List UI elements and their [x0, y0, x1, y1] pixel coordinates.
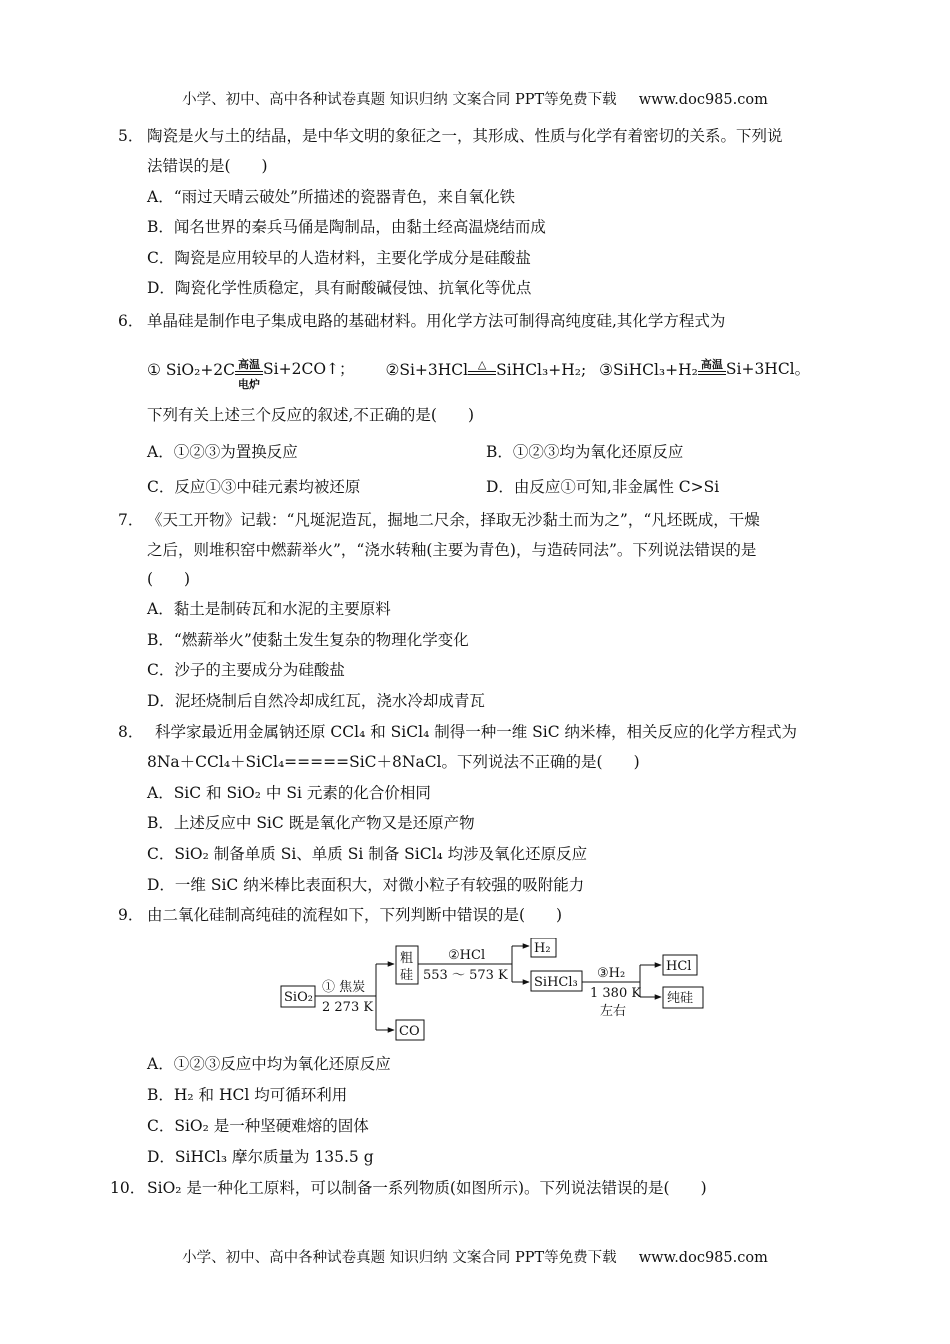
q6-option-b: B．①②③均为氧化还原反应: [486, 443, 684, 461]
flow-sio2: SiO₂: [284, 990, 313, 1005]
q7-stem-line1: 《天工开物》记载：“凡埏泥造瓦，掘地二尺余，择取无沙黏土而为之”，“凡坯既成，干燥: [147, 511, 760, 529]
q7-stem-line2: 之后，则堆积窑中燃薪举火”，“浇水转釉(主要为青色)，与造砖同法”。下列说法错误的是: [147, 541, 757, 559]
q6-stem-line1: 单晶硅是制作电子集成电路的基础材料。用化学方法可制得高纯度硅,其化学方程式为: [147, 312, 726, 330]
q5-number: 5．: [118, 127, 144, 145]
q8-number: 8．: [118, 723, 144, 741]
eq2-right: SiHCl₃+H₂;: [496, 361, 587, 379]
flow-pure: 纯硅: [667, 991, 694, 1006]
q7-option-a: A．黏土是制砖瓦和水泥的主要原料: [147, 600, 391, 618]
eq1-cond-bottom: 电炉: [238, 378, 261, 391]
q5-option-c: C．陶瓷是应用较早的人造材料，主要化学成分是硅酸盐: [147, 249, 531, 267]
eq1-left: ① SiO₂+2C: [147, 361, 236, 379]
flow-step1-bottom: 2 273 K: [322, 1000, 374, 1015]
q7-option-d: D．泥坯烧制后自然冷却成红瓦，浇水冷却成青瓦: [147, 692, 485, 710]
q9-option-c: C．SiO₂ 是一种坚硬难熔的固体: [147, 1117, 369, 1135]
eq3-right: Si+3HCl。: [725, 360, 811, 378]
footer-url[interactable]: www.doc985.com: [638, 1250, 768, 1266]
q9-stem-line1: 由二氧化硅制高纯硅的流程如下，下列判断中错误的是( ): [147, 906, 563, 924]
q9-option-b: B．H₂ 和 HCl 均可循环利用: [147, 1086, 348, 1104]
q8-stem-line1: 科学家最近用金属钠还原 CCl₄ 和 SiCl₄ 制得一种一维 SiC 纳米棒，相关反应的化学方程式为: [155, 723, 797, 741]
eq2-condition: [468, 359, 496, 379]
eq3-cond-top: 高温: [700, 358, 723, 371]
flow-step2-bottom: 553 ～ 573 K: [423, 968, 508, 983]
q6-option-c: C．反应①③中硅元素均被还原: [147, 478, 361, 496]
q7-stem-line3: ( ): [147, 570, 191, 588]
flow-step2-top: ②HCl: [448, 948, 486, 963]
q8-stem-line2: 8Na＋CCl₄＋SiCl₄=====SiC＋8NaCl。下列说法不正确的是( ): [147, 753, 640, 771]
q7-number: 7．: [118, 511, 144, 529]
eq2-left: ②Si+3HCl: [385, 361, 469, 379]
page-header: [0, 88, 950, 109]
q5-option-a: A．“雨过天晴云破处”所描述的瓷器青色，来自氧化铁: [147, 188, 516, 206]
q9-option-d: D．SiHCl₃ 摩尔质量为 135.5 g: [147, 1148, 374, 1166]
header-url[interactable]: www.doc985.com: [638, 92, 768, 108]
q7-option-c: C．沙子的主要成分为硅酸盐: [147, 661, 345, 679]
header-text: 小学、初中、高中各种试卷真题 知识归纳 文案合同 PPT等免费下载: [182, 92, 617, 108]
q5-stem-line2: 法错误的是( ): [147, 157, 268, 175]
eq1-right: Si+2CO↑；: [263, 360, 355, 378]
eq3-left: ③SiHCl₃+H₂: [599, 361, 698, 379]
q8-option-d: D．一维 SiC 纳米棒比表面积大，对微小粒子有较强的吸附能力: [147, 876, 585, 894]
q5-stem-line1: 陶瓷是火与土的结晶，是中华文明的象征之一，其形成、性质与化学有着密切的关系。下列说: [147, 127, 783, 145]
flow-step3-top: ③H₂: [597, 966, 626, 981]
q9-flow-diagram: [270, 938, 720, 1048]
q5-option-d: D．陶瓷化学性质稳定，具有耐酸碱侵蚀、抗氧化等优点: [147, 279, 532, 297]
eq2-cond-top: △: [477, 358, 487, 371]
flow-crude-1: 粗: [400, 951, 414, 966]
q6-equations: [147, 357, 811, 391]
footer-text: 小学、初中、高中各种试卷真题 知识归纳 文案合同 PPT等免费下载: [182, 1250, 617, 1266]
q5-option-b: B．闻名世界的秦兵马俑是陶制品，由黏土经高温烧结而成: [147, 218, 546, 236]
q6-option-d: D．由反应①可知,非金属性 C>Si: [486, 478, 720, 496]
flow-hcl: HCl: [666, 959, 692, 974]
flow-step3-bottom2: 左右: [600, 1004, 627, 1019]
flow-step3-bottom: 1 380 K: [590, 986, 642, 1001]
flow-h2: H₂: [534, 941, 551, 956]
q10-number: 10．: [110, 1179, 146, 1197]
q9-number: 9．: [118, 906, 144, 924]
q8-option-c: C．SiO₂ 制备单质 Si、单质 Si 制备 SiCl₄ 均涉及氧化还原反应: [147, 845, 588, 863]
eq1-cond-top: 高温: [238, 358, 261, 371]
page-footer: [0, 1246, 950, 1267]
q6-option-a: A．①②③为置换反应: [147, 443, 298, 461]
eq1-condition: [235, 358, 263, 391]
q8-option-b: B．上述反应中 SiC 既是氧化产物又是还原产物: [147, 814, 475, 832]
q10-stem-line1: SiO₂ 是一种化工原料，可以制备一系列物质(如图所示)。下列说法错误的是( ): [147, 1179, 707, 1197]
flow-co: CO: [399, 1024, 420, 1039]
q8-option-a: A．SiC 和 SiO₂ 中 Si 元素的化合价相同: [147, 784, 431, 802]
eq3-condition: [698, 359, 726, 379]
q6-number: 6．: [118, 312, 144, 330]
q9-option-a: A．①②③反应中均为氧化还原反应: [147, 1055, 391, 1073]
flow-crude-2: 硅: [400, 968, 414, 983]
flow-step1-top: ① 焦炭: [322, 980, 366, 995]
q7-option-b: B．“燃薪举火”使黏土发生复杂的物理化学变化: [147, 631, 469, 649]
flow-sihcl3: SiHCl₃: [534, 975, 578, 990]
q6-stem-line3: 下列有关上述三个反应的叙述,不正确的是( ): [147, 406, 475, 424]
